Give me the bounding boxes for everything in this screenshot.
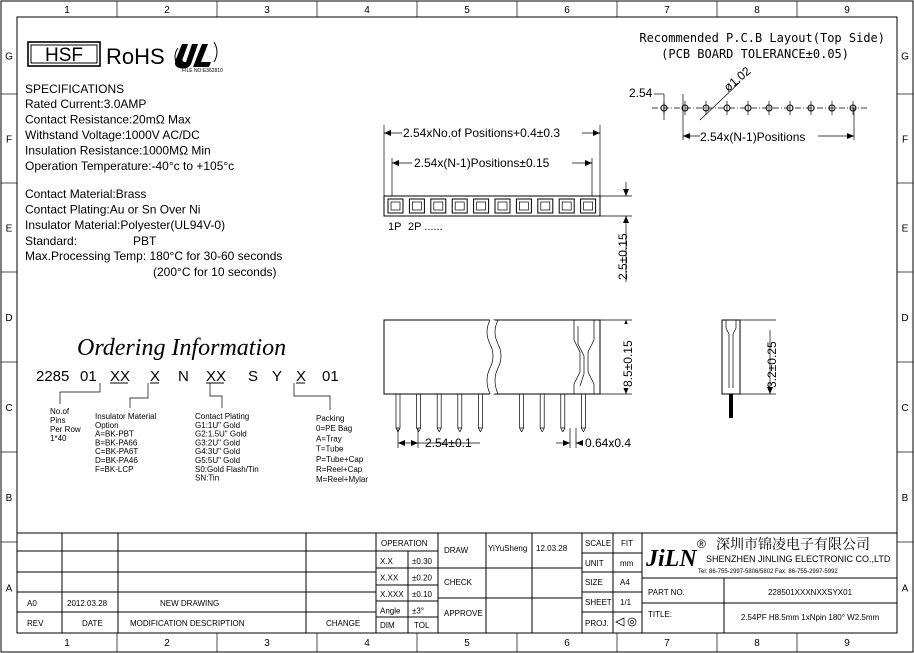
tb-title: 2.54PF H8.5mm 1xNpin 180° W2.5mm [740, 613, 880, 622]
border-col-top: 3 [264, 5, 270, 16]
border-col-bottom: 7 [664, 638, 670, 649]
fv-pin [417, 394, 421, 428]
order-option: G3:2U" Gold [195, 438, 241, 448]
order-plating-group [195, 412, 259, 483]
order-option: No.of [50, 407, 70, 416]
fv-pin-tip [458, 428, 460, 432]
order-option: Insulator Material [95, 412, 157, 421]
spec-line: Contact Plating:Au or Sn Over Ni [25, 202, 201, 217]
fv-pins [396, 394, 585, 432]
sv-cavity [726, 320, 736, 388]
fv-w-arrow-r [576, 440, 583, 446]
tv-cell-inner [519, 202, 528, 210]
fv-pin-tip [581, 428, 583, 432]
tv-cell [559, 199, 574, 213]
tb-approve: APPROVE [444, 609, 483, 618]
border-col-bottom: 6 [564, 638, 570, 649]
fv-h-arrow-bot [623, 387, 629, 394]
fv-cut-left [574, 320, 580, 394]
company-cn: 深圳市锦凌电子有限公司 [716, 536, 870, 552]
ul-file-no: FILE NO:E362810 [182, 68, 223, 74]
tv-overall-dim: 2.54xNo.of Positions+0.4±0.3 [403, 126, 561, 140]
tb-operation: OPERATION [381, 539, 428, 548]
fv-pin-tip [460, 428, 462, 432]
order-option: C=BK-PA6T [95, 447, 139, 457]
tv-cell-inner [562, 202, 571, 210]
fv-pin-tip [542, 428, 544, 432]
front-view [384, 320, 635, 450]
tv-cell-inner [541, 202, 550, 210]
fv-pin-tip [583, 428, 585, 432]
tb-scale: SCALE [585, 539, 612, 548]
spec-standard-value: PBT [133, 234, 157, 248]
tv-w-arrow-bot [623, 216, 629, 223]
tv-cell-inner [455, 202, 464, 210]
tb-change-hdr: CHANGE [326, 619, 361, 628]
pcb-layout [629, 31, 885, 144]
spec-line: Contact Material:Brass [25, 187, 147, 201]
pcb-span-arrow-r [847, 133, 854, 139]
tb-rev-hdr: REV [27, 619, 44, 628]
order-pins-group [50, 407, 81, 443]
tb-drawer: YiYuSheng [488, 544, 528, 553]
order-option: T=Tube [316, 444, 344, 454]
tv-cell [581, 199, 596, 213]
order-option: Option [95, 420, 119, 430]
fv-pin-tip [437, 428, 439, 432]
leader-packing [294, 383, 330, 410]
tv-cell-inner [391, 202, 400, 210]
pcb-span-arrow-l [683, 133, 690, 139]
order-option: 1*40 [50, 434, 67, 443]
order-option: G5:5U" Gold [195, 456, 241, 465]
border-col-bottom: 9 [844, 638, 850, 649]
tb-tol-key: X.XX [380, 573, 399, 583]
border-row-right: B [901, 493, 909, 504]
tv-pin2: 2P ...... [408, 221, 443, 233]
border-col-top: 1 [64, 5, 70, 16]
order-code-segment: 01 [80, 368, 97, 385]
fv-pin-tip [540, 428, 542, 432]
spec-line: Withstand Voltage:1000V AC/DC [25, 128, 200, 142]
hsf-logo: HSF [45, 45, 83, 66]
order-option: G2:1.5U" Gold [195, 429, 247, 439]
fv-pin-dim: 0.64x0.4 [585, 436, 632, 450]
tv-pin1: 1P [388, 221, 402, 233]
fv-pin [540, 394, 544, 428]
border-col-bottom: 4 [364, 638, 370, 649]
tb-draw: DRAW [444, 546, 469, 555]
order-option: M=Reel+Mylar [316, 475, 369, 485]
tv-w-arrow-top [623, 189, 629, 196]
tv-cell [474, 199, 489, 213]
order-option: Contact Plating [195, 412, 250, 421]
tb-tol-val: ±0.10 [412, 590, 432, 599]
brand-registered: ® [697, 537, 706, 551]
spec-processing: Max.Processing Temp: 180°C for 30-60 seconds [25, 249, 283, 263]
tb-size: SIZE [585, 578, 603, 587]
fv-pin [437, 394, 441, 428]
tv-cell [431, 199, 446, 213]
order-code-segment: XX [206, 368, 227, 385]
border-row-left: B [5, 493, 13, 504]
spec-line: Insulation Resistance:1000MΩ Min [25, 143, 211, 158]
fv-pin [581, 394, 585, 428]
company-en: SHENZHEN JINLING ELECTRONIC CO.,LTD [706, 554, 891, 564]
spec-line: Contact Resistance:20mΩ Max [25, 112, 191, 127]
fv-pin-tip [480, 428, 482, 432]
pcb-span: 2.54x(N-1)Positions [700, 130, 806, 144]
tb-title-label: TITLE: [648, 610, 673, 619]
border-col-top: 6 [564, 5, 570, 16]
order-code-segment: X [150, 368, 161, 385]
fv-contact [578, 326, 584, 386]
tb-tol-key: Angle [380, 606, 401, 616]
fv-pin [561, 394, 565, 428]
spec-standard-label: Standard: [25, 234, 78, 248]
tb-unit-val: mm [620, 559, 634, 568]
border-col-top: 4 [364, 5, 370, 16]
order-code-segment: 2285 [36, 368, 70, 385]
order-code-segment: Y [272, 368, 283, 385]
tb-desc-val: NEW DRAWING [160, 599, 220, 608]
pcb-title: Recommended P.C.B Layout(Top Side) [639, 31, 885, 45]
order-code-segment: XX [110, 368, 131, 385]
tv-cell [388, 199, 403, 213]
side-view [722, 320, 779, 418]
order-code-segment: N [178, 368, 189, 385]
tb-unit: UNIT [585, 559, 604, 568]
fv-pin-tip [522, 428, 524, 432]
tb-tol-val: ±0.20 [412, 573, 432, 583]
tb-desc-hdr: MODIFICATION DESCRIPTION [130, 619, 245, 628]
fv-pin [520, 394, 524, 428]
tv-cell [516, 199, 531, 213]
tb-tolerances [380, 557, 433, 616]
tv-arrow-l [384, 130, 391, 136]
pcb-pitch: 2.54 [629, 86, 653, 100]
order-option: Per Row [50, 425, 81, 434]
tb-partno-label: PART NO. [648, 588, 685, 597]
order-option: R=Reel+Cap [316, 465, 363, 474]
tb-sheet: SHEET [585, 598, 612, 607]
border-col-bottom: 2 [164, 638, 170, 649]
order-option: D=BK-PA46 [95, 456, 138, 465]
order-insulator-group [95, 412, 157, 474]
fv-pin-tip [439, 428, 441, 432]
order-option: F=BK-LCP [95, 464, 134, 474]
logo-area [28, 42, 223, 74]
leader-pins [60, 383, 100, 404]
rohs-logo: RoHS [106, 44, 165, 69]
order-code-segment: 01 [322, 368, 339, 385]
tb-rev-val: A0 [27, 599, 37, 608]
spec-processing2: (200°C for 10 seconds) [153, 265, 277, 279]
spec-line: Insulator Material:Polyester(UL94V-0) [25, 218, 226, 232]
fv-pin-tip [520, 428, 522, 432]
border-row-right: G [901, 51, 909, 63]
sv-dim: 3.2±0.25 [765, 341, 779, 388]
tv-span-arrow-r [585, 160, 592, 166]
projection-symbol-icon [616, 618, 636, 626]
tv-cell-inner [434, 202, 443, 210]
fv-pin-tip [563, 428, 565, 432]
fv-cut-right [588, 320, 594, 394]
tv-cell [409, 199, 424, 213]
spec-line: Operation Temperature:-40°c to +105°c [25, 159, 235, 173]
tb-partno: 228501XXXNXXSYX01 [767, 588, 853, 597]
tv-cell [538, 199, 553, 213]
border-row-left: G [5, 51, 13, 63]
brand-logo: JiLN [646, 546, 697, 572]
order-option: P=Tube+Cap [316, 454, 364, 464]
border-row-left: D [5, 313, 13, 324]
tb-tol-val: ±3° [412, 606, 425, 616]
ordering-information [36, 335, 368, 484]
border-row-right: F [901, 134, 909, 146]
spec-heading: SPECIFICATIONS [25, 82, 125, 96]
spec-lines2-group [25, 187, 225, 232]
tb-tol: TOL [414, 621, 430, 630]
tv-span-arrow-l [392, 160, 399, 166]
order-option: Pins [50, 416, 66, 425]
leader-insulator [130, 383, 148, 408]
fv-w-arrow-l [563, 440, 570, 446]
tb-sheet-val: 1/1 [620, 598, 632, 607]
fv-pin [458, 394, 462, 428]
specifications [25, 82, 282, 279]
tb-check: CHECK [444, 578, 473, 587]
order-code [36, 368, 339, 385]
tb-proj: PROJ. [585, 619, 609, 628]
fv-pin-tip [561, 428, 563, 432]
pcb-subtitle: (PCB BOARD TOLERANCE±0.05) [661, 47, 849, 61]
border-col-top: 2 [164, 5, 170, 16]
fv-pitch-dim: 2.54±0.1 [425, 436, 472, 450]
spec-lines-group [25, 97, 234, 173]
border-col-top: 7 [664, 5, 670, 16]
ordering-title: Ordering Information [77, 335, 287, 361]
border-col-bottom: 5 [464, 638, 470, 649]
tb-date-hdr: DATE [82, 619, 103, 628]
tb-scale-val: FIT [621, 539, 633, 548]
spec-line: Rated Current:3.0AMP [25, 97, 147, 111]
tb-tol-val: ±0.30 [412, 557, 432, 566]
border-row-right: A [901, 583, 909, 595]
tb-date-val: 2012.03.28 [67, 599, 108, 608]
pcb-hole-dia: ø1.02 [720, 63, 754, 95]
tv-cell [495, 199, 510, 213]
order-option: Packing [316, 414, 345, 423]
company-contact: Tel: 86-755-2997-5806/5802 Fax: 86-755-2997-5992 [698, 569, 838, 575]
tv-cell-inner [498, 202, 507, 210]
tb-tol-key: X.XXX [380, 590, 404, 599]
order-option: SN:Tin [195, 473, 220, 483]
fv-break-mask [491, 320, 497, 394]
border-col-top: 8 [754, 5, 760, 16]
order-option: S0:Gold Flash/Tin [195, 464, 259, 474]
order-option: G4:3U" Gold [195, 447, 241, 457]
fv-pin [396, 394, 400, 428]
order-option: B=BK-PA66 [95, 438, 138, 448]
fv-pin-tip [419, 428, 421, 432]
tv-cell-inner [584, 202, 593, 210]
sv-pin [729, 394, 733, 418]
fv-pin [478, 394, 482, 428]
order-code-segment: X [296, 368, 307, 385]
tb-draw-date: 12.03.28 [536, 544, 568, 553]
border-row-left: E [5, 223, 13, 235]
tv-width-dim: 2.5±0.15 [616, 233, 630, 280]
fv-pin-tip [478, 428, 480, 432]
tv-arrow-r [593, 130, 600, 136]
border-col-bottom: 8 [754, 638, 760, 649]
border-row-left: C [5, 403, 13, 414]
border-col-top: 5 [464, 5, 470, 16]
border-row-right: C [901, 403, 909, 414]
border-row-right: E [901, 223, 909, 235]
order-option: G1:1U" Gold [195, 420, 241, 430]
tv-cell [452, 199, 467, 213]
order-option: A=BK-PBT [95, 429, 134, 439]
tv-cells [388, 199, 596, 213]
tb-tol-key: X.X [380, 557, 393, 566]
tb-operation-box [376, 533, 438, 633]
order-code-segment: S [248, 368, 259, 385]
tb-dim: DIM [380, 621, 395, 630]
fv-p-arrow-r [411, 440, 418, 446]
title-block [17, 533, 897, 633]
leader-plating [210, 383, 222, 408]
border-row-left: F [5, 134, 13, 146]
border-row-left: A [5, 583, 13, 595]
border-col-bottom: 3 [264, 638, 270, 649]
sv-body [722, 320, 740, 394]
order-option: 0=PE Bag [316, 424, 353, 434]
top-view [384, 125, 632, 282]
tb-size-val: A4 [620, 578, 630, 587]
fv-height-dim: 8.5±0.15 [621, 340, 635, 387]
order-packing-group [316, 414, 368, 484]
order-option: A=Tray [316, 434, 342, 444]
tv-cell-inner [477, 202, 486, 210]
tv-cell-inner [412, 202, 421, 210]
border-col-top: 9 [844, 5, 850, 16]
border-row-right: D [901, 313, 909, 324]
border-col-bottom: 1 [64, 638, 70, 649]
fv-p-arrow-l [398, 440, 405, 446]
tv-span-dim: 2.54x(N-1)Positions±0.15 [414, 156, 550, 170]
